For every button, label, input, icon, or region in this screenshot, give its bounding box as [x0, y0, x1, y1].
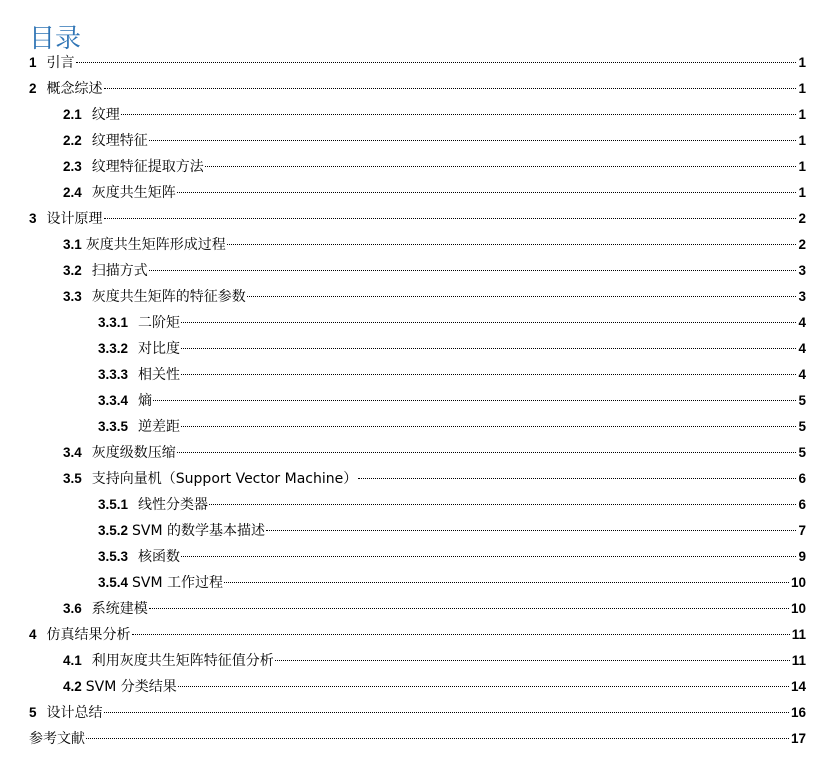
toc-entry-number: 2: [29, 81, 37, 96]
toc-entry[interactable]: [0, 570, 828, 596]
toc-entry-number: 3.3.5: [98, 419, 129, 434]
toc-dot-leader: [149, 140, 796, 141]
toc-entry-page-number: 10: [790, 601, 806, 616]
toc-entry-title: 灰度共生矩阵: [91, 185, 176, 201]
toc-entry-page-number: 3: [798, 289, 806, 304]
toc-dot-leader: [181, 556, 796, 557]
toc-entry-number: 3.5: [63, 471, 82, 486]
toc-entry-page-number: 6: [798, 471, 806, 486]
toc-entry[interactable]: [0, 674, 828, 700]
toc-entry[interactable]: [0, 284, 828, 310]
toc-entry[interactable]: [0, 206, 828, 232]
toc-entry[interactable]: [0, 648, 828, 674]
toc-entry-number: 3: [29, 211, 37, 226]
toc-entry-page-number: 9: [798, 549, 806, 564]
toc-entry-page-number: 4: [798, 367, 806, 382]
toc-entry-title: 纹理: [91, 107, 120, 123]
toc-dot-leader: [132, 634, 790, 635]
toc-entry-number: 3.3.4: [98, 393, 129, 408]
toc-entry-title: 参考文献: [29, 731, 85, 747]
toc-dot-leader: [86, 738, 789, 739]
toc-dot-leader: [178, 686, 789, 687]
toc-entry[interactable]: [0, 258, 828, 284]
toc-entry-number: 2.1: [63, 107, 82, 122]
toc-entry-title: SVM 工作过程: [132, 575, 224, 591]
toc-entry-number: 3.5.1: [98, 497, 129, 512]
toc-entry-page-number: 6: [798, 497, 806, 512]
toc-dot-leader: [104, 218, 796, 219]
toc-dot-leader: [153, 400, 796, 401]
toc-entry-title: 二阶矩: [138, 315, 181, 331]
toc-entry[interactable]: [0, 336, 828, 362]
toc-dot-leader: [205, 166, 796, 167]
toc-entry-number: 5: [29, 705, 37, 720]
toc-entry-title: 引言: [46, 55, 75, 71]
toc-dot-leader: [149, 270, 796, 271]
toc-entry-number: 3.1: [63, 237, 82, 252]
toc-entry-title: 纹理特征: [91, 133, 148, 149]
toc-entry[interactable]: [0, 414, 828, 440]
toc-dot-leader: [104, 712, 789, 713]
toc-entry-number: 2.4: [63, 185, 82, 200]
toc-dot-leader: [266, 530, 796, 531]
toc-entry-title: 设计原理: [46, 211, 103, 227]
toc-entry[interactable]: [0, 518, 828, 544]
toc-entry-page-number: 3: [798, 263, 806, 278]
toc-entry-number: 3.3: [63, 289, 82, 304]
toc-entry[interactable]: [0, 128, 828, 154]
toc-entry-number: 3.3.2: [98, 341, 129, 356]
toc-entry-number: 3.5.3: [98, 549, 129, 564]
toc-entry-page-number: 2: [798, 211, 806, 226]
toc-entry[interactable]: [0, 622, 828, 648]
toc-entry-page-number: 1: [798, 133, 806, 148]
toc-entry-page-number: 1: [798, 185, 806, 200]
toc-entry-title: 对比度: [138, 341, 181, 357]
toc-dot-leader: [149, 608, 789, 609]
toc-entry-page-number: 1: [798, 107, 806, 122]
toc-entry-title: 灰度共生矩阵的特征参数: [91, 289, 246, 305]
toc-entry-number: 4.2: [63, 679, 82, 694]
toc-entry-title: 系统建模: [91, 601, 148, 617]
toc-entry-page-number: 5: [798, 445, 806, 460]
toc-entry-title: 仿真结果分析: [46, 627, 131, 643]
toc-dot-leader: [275, 660, 790, 661]
toc-list: [0, 50, 828, 752]
toc-dot-leader: [177, 452, 796, 453]
toc-dot-leader: [181, 426, 796, 427]
toc-entry[interactable]: [0, 154, 828, 180]
toc-entry-title: 概念综述: [46, 81, 103, 97]
toc-dot-leader: [121, 114, 796, 115]
toc-entry-number: 2.2: [63, 133, 82, 148]
toc-entry[interactable]: [0, 232, 828, 258]
toc-dot-leader: [224, 582, 789, 583]
toc-entry-number: 1: [29, 55, 37, 70]
toc-entry[interactable]: [0, 596, 828, 622]
toc-entry-number: 3.6: [63, 601, 82, 616]
toc-entry-page-number: 5: [798, 393, 806, 408]
toc-entry-title: 灰度共生矩阵形成过程: [85, 237, 226, 253]
toc-entry-page-number: 17: [790, 731, 806, 746]
toc-entry-title: 扫描方式: [91, 263, 148, 279]
toc-entry-page-number: 2: [798, 237, 806, 252]
toc-entry-page-number: 16: [790, 705, 806, 720]
toc-entry-title: 纹理特征提取方法: [91, 159, 204, 175]
toc-entry-number: 3.5.4: [98, 575, 129, 590]
toc-entry-number: 3.5.2: [98, 523, 129, 538]
toc-entry[interactable]: [0, 440, 828, 466]
toc-entry-number: 3.3.3: [98, 367, 129, 382]
toc-entry-page-number: 11: [791, 627, 806, 642]
toc-entry-title: 相关性: [138, 367, 181, 383]
toc-entry-page-number: 5: [798, 419, 806, 434]
toc-entry-page-number: 1: [798, 159, 806, 174]
toc-entry[interactable]: [0, 50, 828, 76]
toc-entry[interactable]: [0, 700, 828, 726]
toc-entry[interactable]: [0, 726, 828, 752]
toc-entry[interactable]: [0, 492, 828, 518]
toc-entry-title: 灰度级数压缩: [91, 445, 176, 461]
toc-entry[interactable]: [0, 388, 828, 414]
toc-entry[interactable]: [0, 544, 828, 570]
toc-entry-title: SVM 的数学基本描述: [132, 523, 266, 539]
toc-entry-number: 3.2: [63, 263, 82, 278]
toc-dot-leader: [177, 192, 796, 193]
toc-entry-number: 2.3: [63, 159, 82, 174]
toc-entry-title: 设计总结: [46, 705, 103, 721]
toc-entry-title: 熵: [138, 393, 153, 409]
toc-dot-leader: [358, 478, 796, 479]
toc-dot-leader: [104, 88, 796, 89]
toc-entry[interactable]: [0, 76, 828, 102]
toc-entry-page-number: 10: [790, 575, 806, 590]
toc-entry-page-number: 7: [798, 523, 806, 538]
toc-entry-title: 利用灰度共生矩阵特征值分析: [91, 653, 274, 669]
toc-entry-page-number: 4: [798, 315, 806, 330]
toc-entry-page-number: 4: [798, 341, 806, 356]
toc-dot-leader: [181, 322, 796, 323]
toc-entry[interactable]: [0, 102, 828, 128]
toc-entry-title: 逆差距: [138, 419, 181, 435]
toc-entry-page-number: 1: [798, 81, 806, 96]
toc-dot-leader: [227, 244, 796, 245]
toc-entry-number: 3.4: [63, 445, 82, 460]
toc-title: 目录: [29, 24, 82, 55]
toc-entry-title: 线性分类器: [138, 497, 209, 513]
toc-entry[interactable]: [0, 466, 828, 492]
toc-entry[interactable]: [0, 310, 828, 336]
toc-entry-page-number: 11: [791, 653, 806, 668]
toc-entry[interactable]: [0, 362, 828, 388]
toc-dot-leader: [247, 296, 796, 297]
toc-entry-title: 核函数: [138, 549, 181, 565]
toc-entry-title: SVM 分类结果: [85, 679, 177, 695]
toc-dot-leader: [76, 62, 796, 63]
toc-dot-leader: [209, 504, 796, 505]
toc-entry-number: 4.1: [63, 653, 82, 668]
toc-entry-number: 3.3.1: [98, 315, 129, 330]
toc-dot-leader: [181, 348, 796, 349]
toc-entry-page-number: 14: [790, 679, 806, 694]
toc-entry-page-number: 1: [798, 55, 806, 70]
toc-entry-number: 4: [29, 627, 37, 642]
toc-entry-title: 支持向量机（Support Vector Machine）: [91, 471, 358, 487]
toc-entry[interactable]: [0, 180, 828, 206]
toc-dot-leader: [181, 374, 796, 375]
